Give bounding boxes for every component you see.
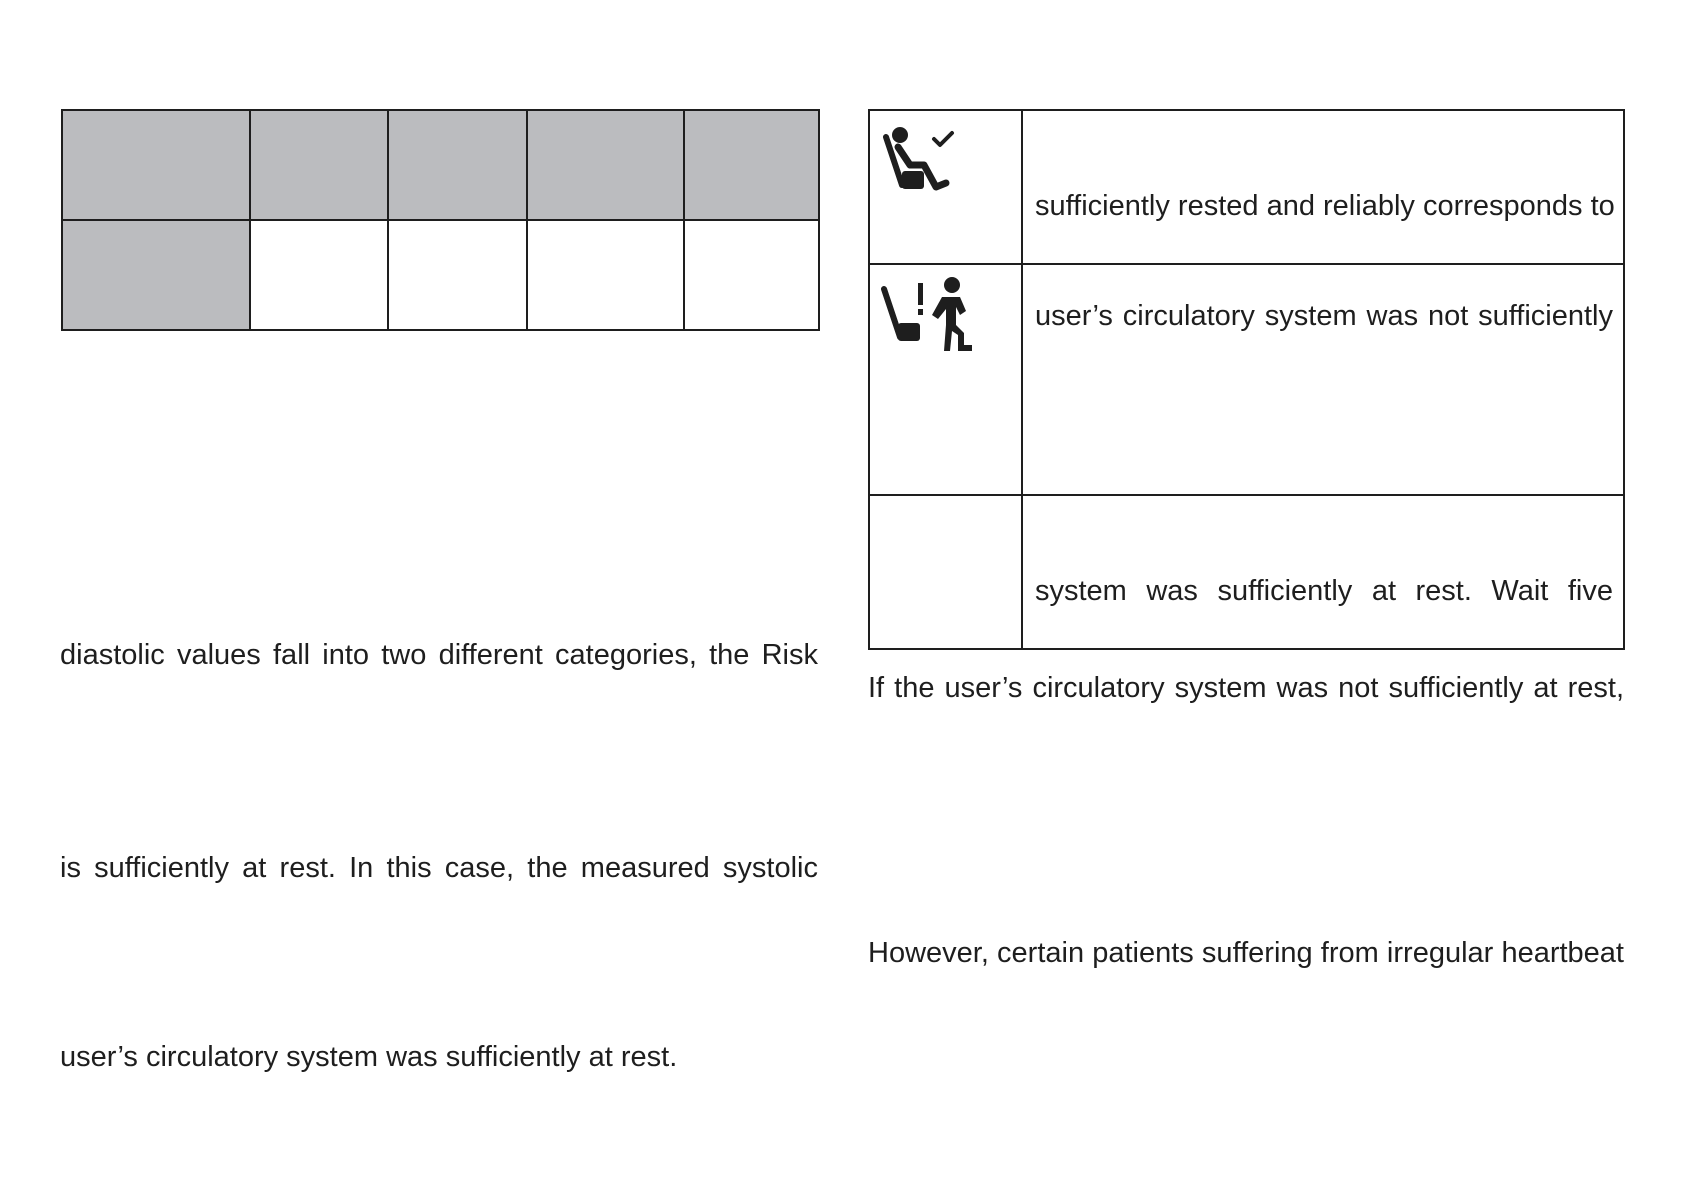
seated-rest-check-icon <box>880 121 980 201</box>
table-row <box>62 220 819 330</box>
rest-indicator-row <box>869 110 1624 264</box>
body-text-line: user’s circulatory system was sufficiently at rest. <box>60 1041 678 1073</box>
table-row-header-cell <box>62 220 250 330</box>
seated-rest-warning-standing-person-icon <box>880 275 980 355</box>
rest-indicator-row <box>869 495 1624 649</box>
body-text-line: diastolic values fall into two different categories, the Risk <box>60 639 818 671</box>
table-cell <box>388 220 527 330</box>
table-cell <box>527 220 684 330</box>
table-cell <box>250 220 388 330</box>
rest-indicator-row <box>869 264 1624 495</box>
table-header-cell <box>388 110 527 220</box>
table-header-cell <box>684 110 819 220</box>
body-text-line: is sufficiently at rest. In this case, the measured systolic <box>60 852 818 884</box>
table-header-row <box>62 110 819 220</box>
blood-pressure-classification-table <box>61 109 820 331</box>
table-header-cell <box>250 110 388 220</box>
rest-text: user’s circulatory system was not sufficiently <box>1035 300 1613 332</box>
rest-text: sufficiently rested and reliably corresponds to <box>1035 190 1615 222</box>
rest-icon-cell <box>869 110 1022 264</box>
rest-icon-cell <box>869 495 1022 649</box>
rest-text-cell <box>1022 110 1624 264</box>
table-header-cell <box>527 110 684 220</box>
rest-indicator-table <box>868 109 1625 650</box>
rest-text-cell <box>1022 495 1624 649</box>
body-text-line: If the user’s circulatory system was not sufficiently at rest, <box>868 672 1624 704</box>
table-header-cell <box>62 110 250 220</box>
rest-icon-cell <box>869 264 1022 495</box>
body-text-line: However, certain patients suffering from irregular heartbeat <box>868 937 1624 969</box>
table-cell <box>684 220 819 330</box>
rest-text: system was sufficiently at rest. Wait five <box>1035 575 1613 607</box>
rest-text-cell <box>1022 264 1624 495</box>
